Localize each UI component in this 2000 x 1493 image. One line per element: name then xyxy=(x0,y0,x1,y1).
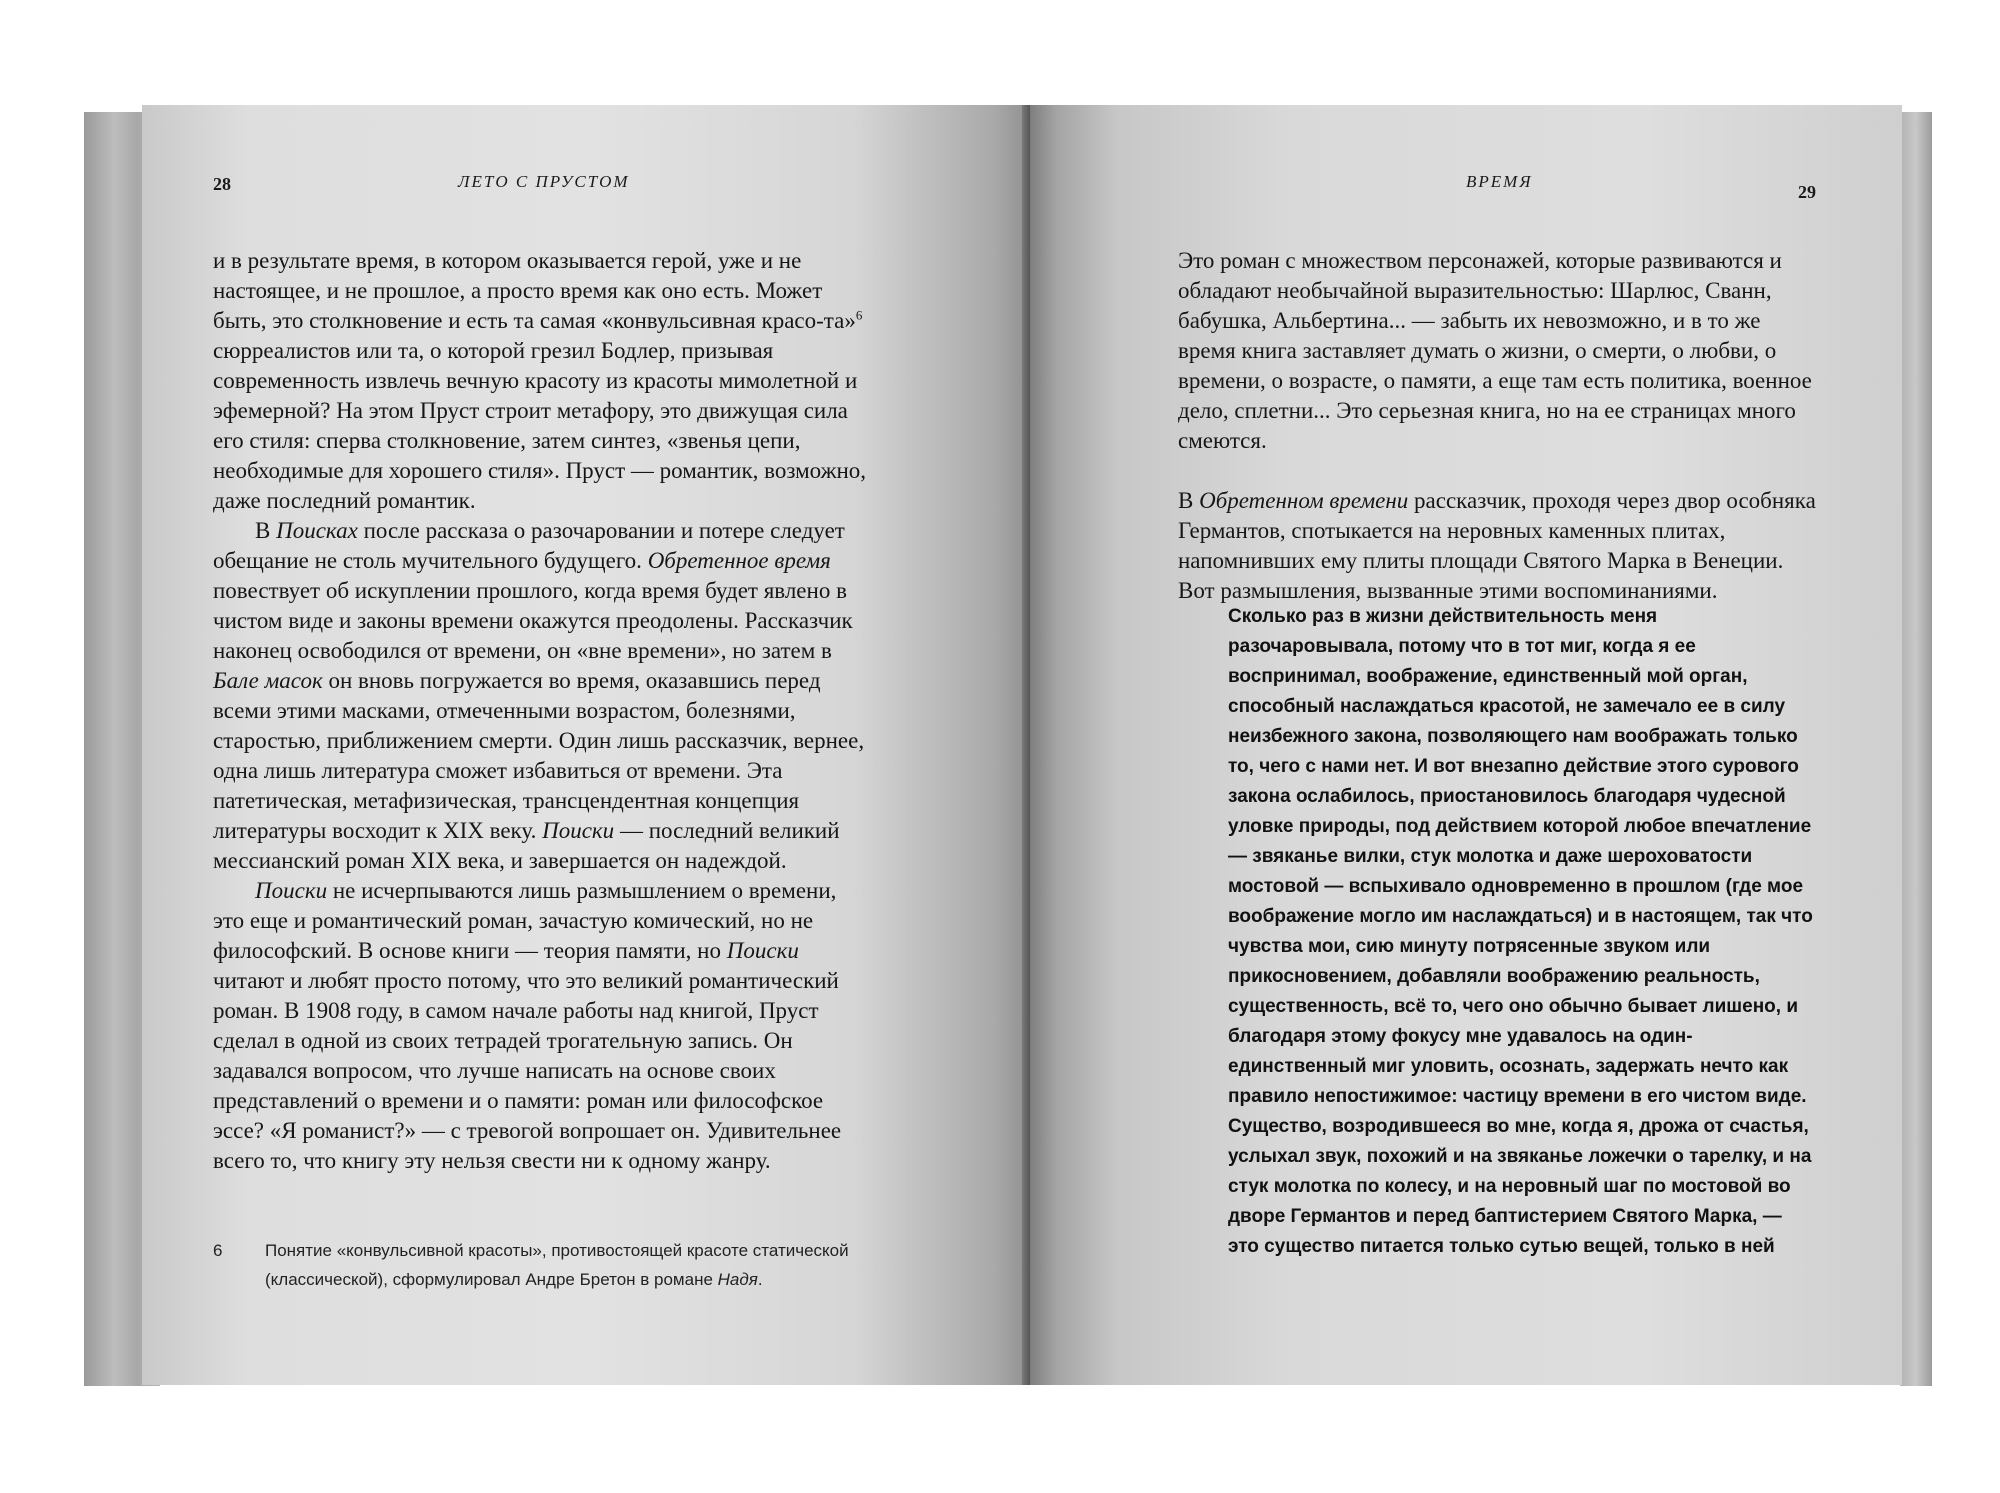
right-page-number: 29 xyxy=(1798,182,1816,202)
left-page-number: 28 xyxy=(213,174,231,194)
left-paragraph-2: В Поисках после рассказа о разочаровании и потере следует обещание не столь мучительного будущего. Обретенное время повествует об искуплении прошлого, когда время будет явлено в чистом виде и законы времени окажутся преодолены. Рассказчик наконец освободился от времени, он «вне времени», но затем в Бале масок он вновь погружается во время, оказавшись перед всеми этими масками, отмеченными возрастом, болезнями, старостью, приближением смерти. Один лишь рассказчик, вернее, одна лишь литература сможет избавиться от времени. Эта патетическая, метафизическая, трансцендентная концепция литературы восходит к XIX веку. Поиски — последний великий мессианский роман XIX века, и завершается он надеждой. xyxy=(213,518,865,873)
right-body-text xyxy=(1178,246,1818,606)
left-running-head: ЛЕТО С ПРУСТОМ xyxy=(458,172,630,191)
left-paragraph-1: и в результате время, в котором оказывается герой, уже и не настоящее, и не прошлое, а просто время как оно есть. Может быть, это столкновение и есть та самая «конвульсивная красо-та»$^6$ сюрреалистов или та, о которой грезил Бодлер, призывая современность извлечь вечную красоту из красоты мимолетной и эфемерной? На этом Пруст строит метафору, это движущая сила его стиля: сперва столкновение, затем синтез, «звенья цепи, необходимые для хорошего стиля». Пруст — романтик, возможно, даже последний романтик. xyxy=(213,248,867,513)
right-paragraph-2: В Обретенном времени рассказчик, проходя через двор особняка Германтов, спотыкается на неровных каменных плитах, напомнивших ему плиты площади Святого Марка в Венеции. Вот размышления, вызванные этими воспоминаниями. xyxy=(1178,488,1816,603)
left-body-text xyxy=(213,246,867,1176)
left-paragraph-3: Поиски не исчерпываются лишь размышлением о времени, это еще и романтический роман, зачастую комический, но не философский. В основе книги — теория памяти, но Поиски читают и любят просто потому, что это великий романтический роман. В 1908 году, в самом начале работы над книгой, Пруст сделал в одной из своих тетрадей трогательную запись. Он задавался вопросом, что лучше написать на основе своих представлений о времени и о памяти: роман или философское эссе? «Я романист?» — с тревогой вопрошает он. Удивительнее всего то, что книгу эту нельзя свести ни к одному жанру. xyxy=(213,878,842,1173)
right-paragraph-1: Это роман с множеством персонажей, которые развиваются и обладают необычайной выразительностью: Шарлюс, Сванн, бабушка, Альбертина... — забыть их невозможно, и в то же время книга заставляет думать о жизни, о смерти, о любви, о времени, о возрасте, о памяти, а еще там есть политика, военное дело, сплетни... Это серьезная книга, но на ее страницах много смеются. xyxy=(1178,248,1812,453)
footnote-marker: 6 xyxy=(855,307,863,323)
footnote-number: 6 xyxy=(213,1241,223,1260)
right-running-head: ВРЕМЯ xyxy=(1466,172,1533,191)
left-footnote: 6 Понятие «конвульсивной красоты», противостоящей красоте статической (классической), сформулировал Андре Бретон в романе Надя. xyxy=(213,1236,867,1294)
right-block-quote: Сколько раз в жизни действительность меня разочаровывала, потому что в тот миг, когда я ее воспринимал, воображение, единственный мой орган, способный наслаждаться красотой, не замечало ее в силу неизбежного закона, позволяющего нам воображать только то, чего с нами нет. И вот внезапно действие этого сурового закона ослабилось, приостановилось благодаря чудесной уловке природы, под действием которой любое впечатление — звяканье вилки, стук молотка и даже шероховатости мостовой — вспыхивало одновременно в прошлом (где мое воображение могло им наслаждаться) и в настоящем, так что чувства мои, сию минуту потрясенные звуком или прикосновением, добавляли воображению реальность, существенность, всё то, чего оно обычно бывает лишено, и благодаря этому фокусу мне удавалось на один-единственный миг уловить, осознать, задержать нечто как правило непостижимое: частицу времени в его чистом виде. Существо, возродившееся во мне, когда я, дрожа от счастья, услыхал звук, похожий и на звяканье ложечки о тарелку, и на стук молотка по колесу, и на неровный шаг по мостовой во дворе Германтов и перед баптистерием Святого Марка, — это существо питается только сутью вещей, только в ней xyxy=(1228,606,1813,1257)
page-stack-edge-right xyxy=(1900,112,1932,1386)
